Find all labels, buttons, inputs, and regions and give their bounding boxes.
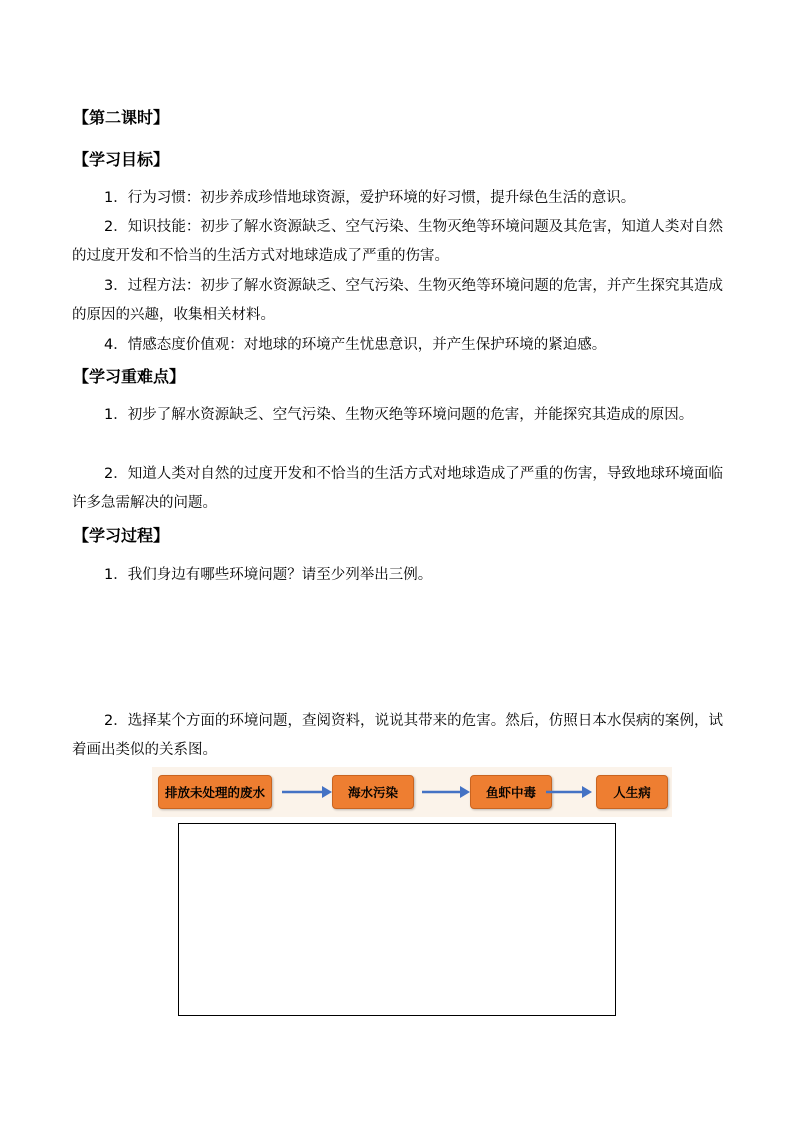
- process-item-1: 1．我们身边有哪些环境问题？请至少列举出三例。: [104, 567, 433, 583]
- objective-item-2: 2．知识技能：初步了解水资源缺乏、空气污染、生物灭绝等环境问题及其危害，知道人类对自然的过度开发和不恰当的生活方式对地球造成了严重的伤害。: [72, 219, 723, 264]
- flow-step-3: 鱼虾中毒: [470, 775, 552, 809]
- arrow-right-icon: [282, 783, 332, 801]
- answer-drawing-box[interactable]: [178, 823, 616, 1016]
- objective-item-3: 3．过程方法：初步了解水资源缺乏、空气污染、生物灭绝等环境问题的危害，并产生探究其造成的原因的兴趣，收集相关材料。: [72, 278, 723, 323]
- objective-item-1: 1．行为习惯：初步养成珍惜地球资源，爱护环境的好习惯，提升绿色生活的意识。: [104, 190, 636, 206]
- key-point-item-1: 1．初步了解水资源缺乏、空气污染、生物灭绝等环境问题的危害，并能探究其造成的原因。: [104, 407, 694, 423]
- lesson-title: 【第二课时】: [73, 108, 170, 127]
- flow-step-1: 排放未处理的废水: [158, 775, 272, 809]
- arrow-right-icon: [422, 783, 470, 801]
- key-point-item-2: 2．知道人类对自然的过度开发和不恰当的生活方式对地球造成了严重的伤害，导致地球环境面临许多急需解决的问题。: [72, 466, 723, 511]
- flow-step-2: 海水污染: [332, 775, 414, 809]
- arrow-right-icon: [546, 783, 592, 801]
- flow-step-4: 人生病: [596, 775, 668, 809]
- key-points-heading: 【学习重难点】: [73, 367, 186, 386]
- objective-item-4: 4．情感态度价值观：对地球的环境产生忧患意识，并产生保护环境的紧迫感。: [104, 337, 607, 353]
- objectives-heading: 【学习目标】: [73, 150, 170, 169]
- process-heading: 【学习过程】: [73, 526, 170, 545]
- process-item-2: 2．选择某个方面的环境问题，查阅资料，说说其带来的危害。然后，仿照日本水俣病的案例，试着画出类似的关系图。: [72, 713, 723, 758]
- relationship-flow-diagram: [152, 767, 672, 817]
